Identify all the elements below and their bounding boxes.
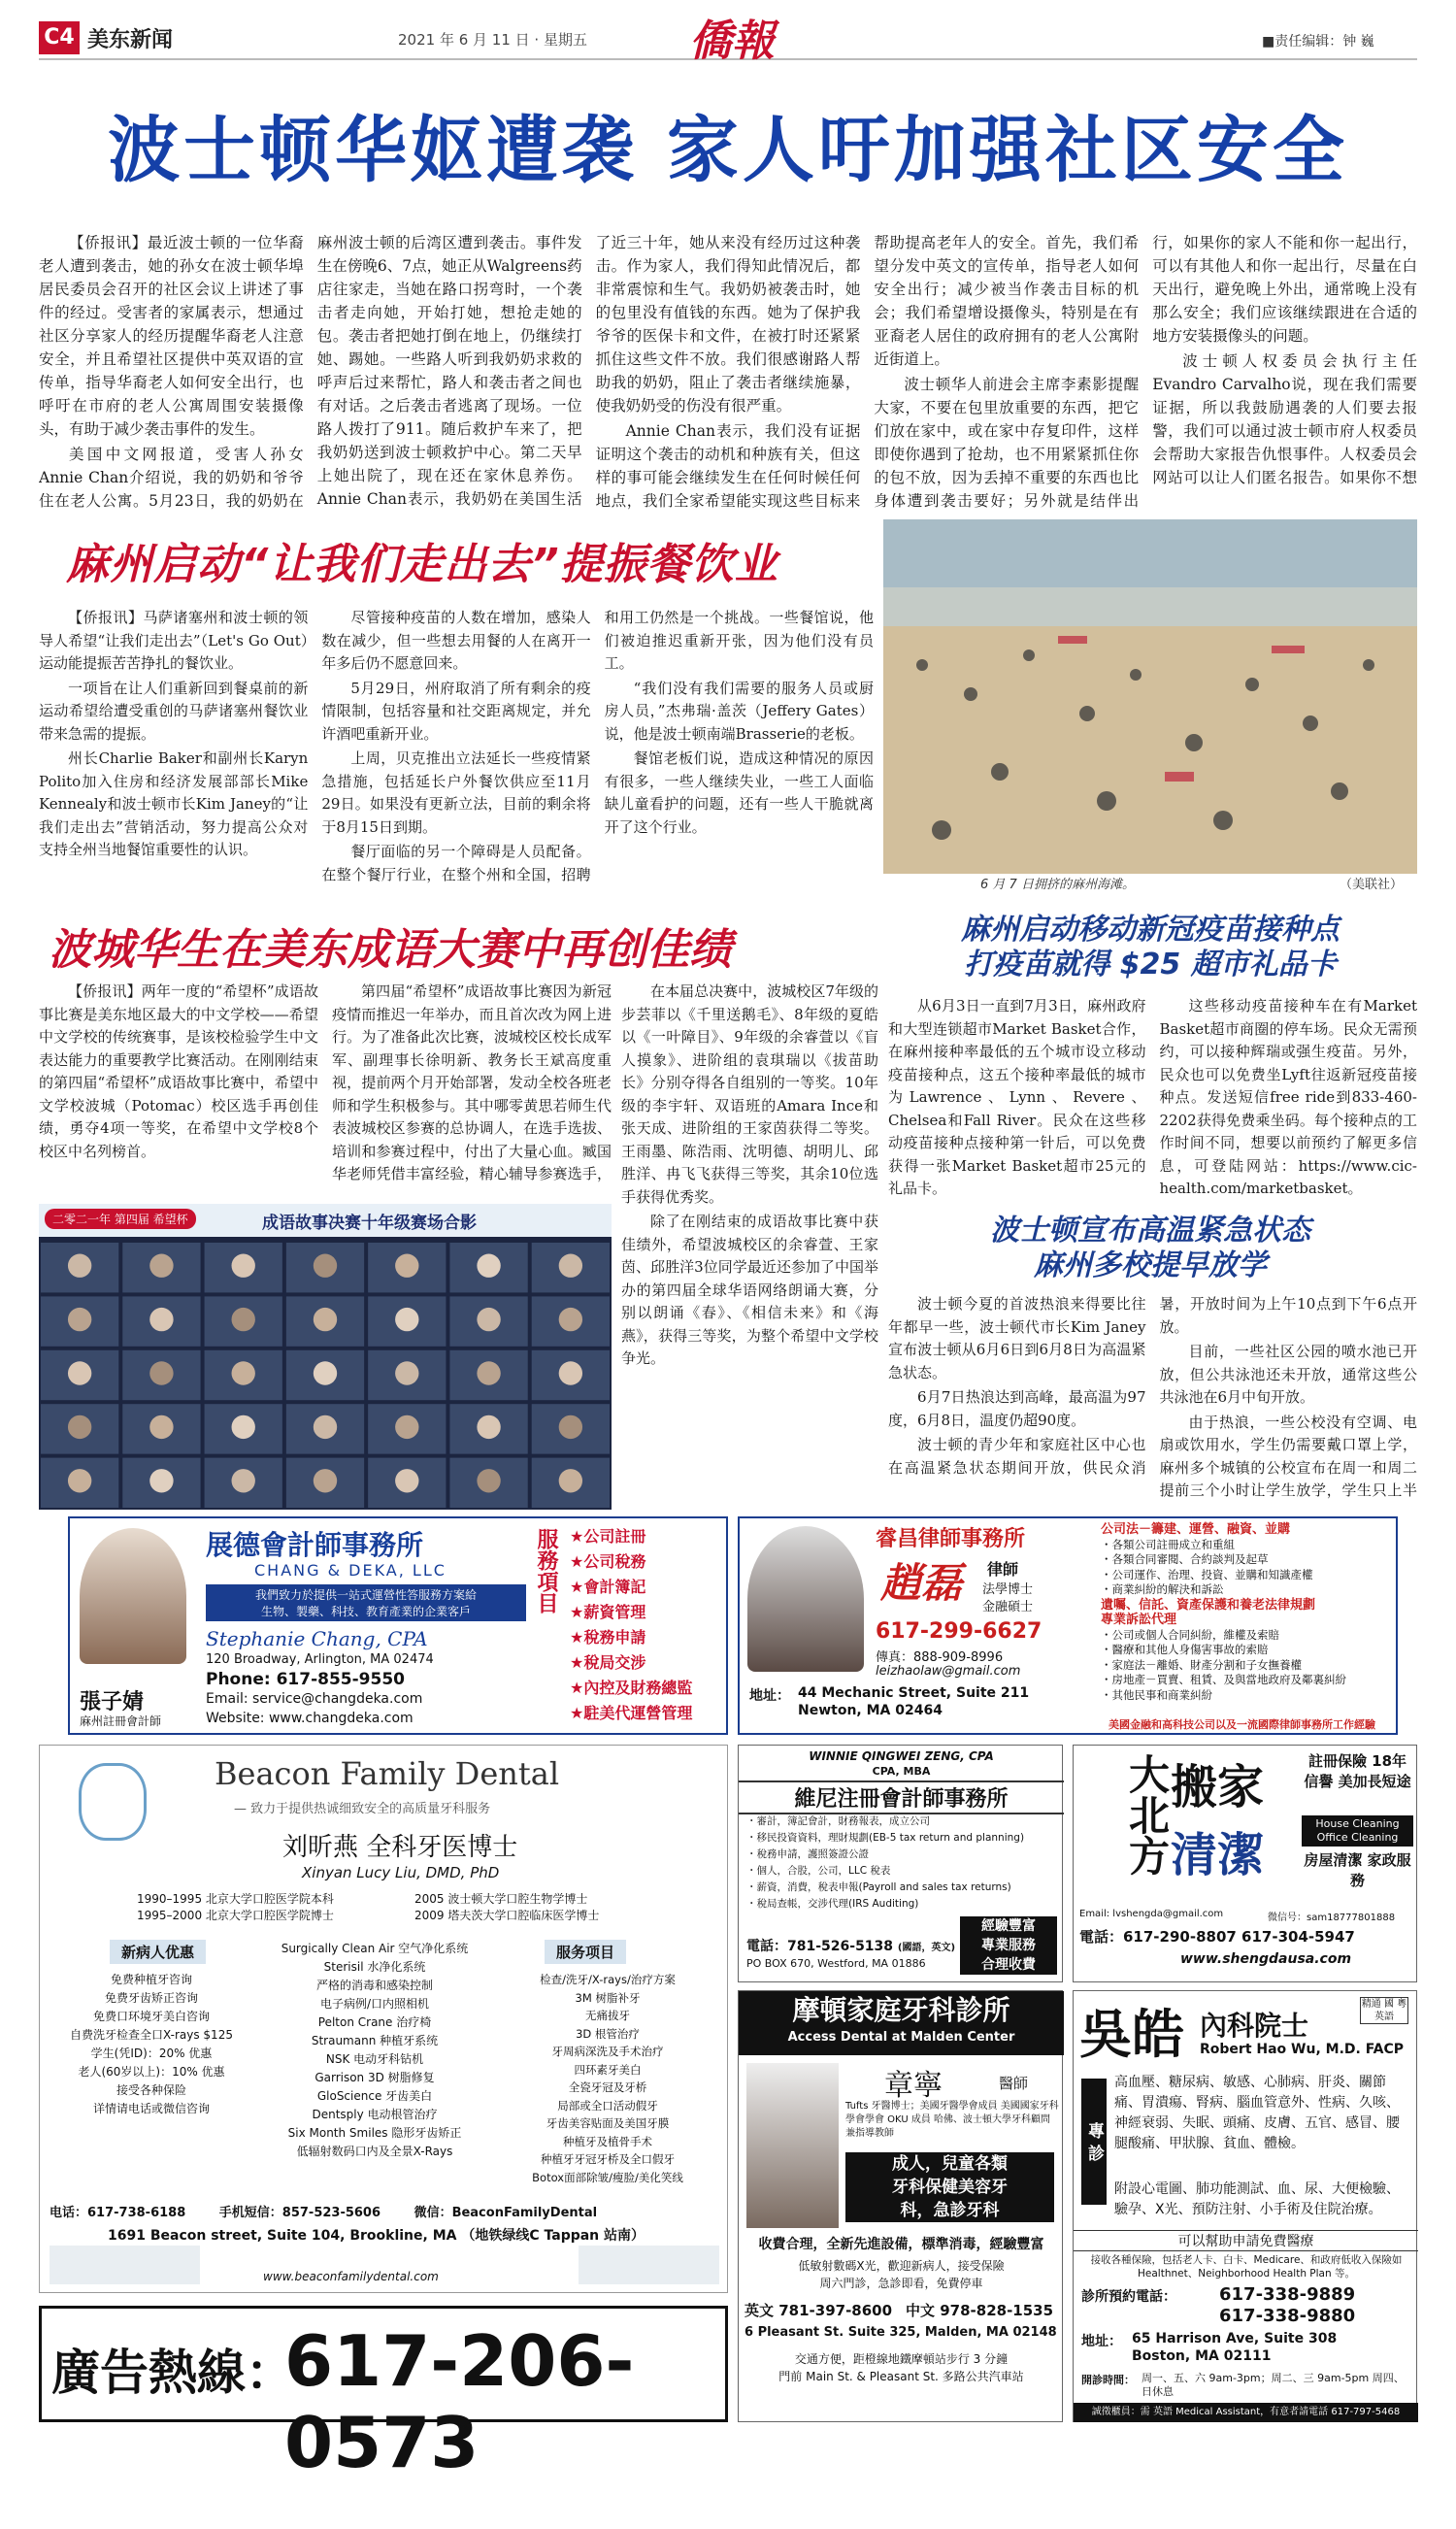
service-item: ★會計簿記: [570, 1578, 646, 1596]
dental-tel[interactable]: 电话：617-738-6188: [50, 2206, 186, 2220]
participant-face: [477, 1308, 500, 1331]
firm-name: 展德會計師事務所: [206, 1529, 424, 1561]
tech-list: [258, 1940, 491, 2161]
lawyer-degree-1: 法學博士: [982, 1582, 1034, 1597]
dental-service-item: 牙周病深洗及手术治疗: [551, 2045, 664, 2058]
malden-header: [739, 1991, 1064, 2055]
dental-service-item: Botox面部除皱/瘦脸/美化笑线: [532, 2170, 683, 2184]
malden-title: 摩頓家庭牙科診所: [792, 1994, 1010, 2026]
promo-item: 详情请电话或微信咨询: [92, 2102, 210, 2115]
law-address-2: Newton, MA 02464: [798, 1703, 943, 1718]
story-heat: [888, 1293, 1417, 1514]
service-item: ・醫療和其他人身傷害事故的索賠: [1101, 1643, 1269, 1656]
wu-hours-label: 開診時間：: [1081, 2374, 1135, 2386]
paragraph: 6月7日热浪达到高峰，最高温为97度，6月8日，温度仍超90度。: [888, 1388, 1146, 1429]
cleaning-service: 清潔: [1171, 1828, 1265, 1882]
participant-face: [314, 1415, 337, 1439]
law-firm-name: 睿昌律師事務所: [876, 1527, 1026, 1551]
malden-phone-cn[interactable]: 中文 978-828-1535: [906, 2302, 1054, 2319]
participant-face: [68, 1469, 91, 1492]
paragraph: 这些移动疫苗接种车在有Market Basket超市商圈的停车场。民众无需预约，可以接种辉瑞或强生疫苗。另外，民众也可以免费坐Lyft往返新冠疫苗接种点。发送短信free ride到833-460-2202获得免费乘坐码。每个接种点的工作时间不同，想要以前预约了解更多信息，可登陆网站：https://www.cic-health.com/marketbasket。: [1159, 997, 1417, 1197]
participant-face: [314, 1361, 337, 1384]
dental-mobile[interactable]: 手机短信：857-523-5606: [218, 2206, 381, 2220]
highlight-line: 科，急診牙科: [900, 2201, 1000, 2220]
badge: 專業服務: [981, 1938, 1036, 1953]
wu-title: 內科院士: [1200, 2010, 1309, 2042]
dental-contact-row: [50, 2202, 719, 2220]
wu-name: 吳皓: [1079, 2004, 1184, 2065]
story-heat-title: [888, 1214, 1412, 1283]
story-idiom-contest-part2: [621, 981, 878, 1514]
dental-service-item: 3M 树脂补牙: [575, 1990, 641, 2005]
tech-item: Straumann 种植牙系统: [311, 2034, 439, 2047]
malden-transit-1: 交通方便，距橙線地鐵摩頓站步行 3 分鐘: [794, 2352, 1009, 2366]
title-line: 波士顿宣布高温紧急状态: [990, 1214, 1310, 1248]
service-item: ・家庭法－離婚、財產分割和子女撫養權: [1101, 1657, 1302, 1672]
promo-item: 学生(凭ID)：20% 优惠: [90, 2046, 213, 2060]
service-item: ★內控及財務總監: [570, 1679, 693, 1697]
participant-face: [395, 1254, 418, 1278]
paragraph: 【侨报讯】最近波士顿的一位华裔老人遭到袭击，她的孙女在波士顿华埠居民委员会召开的社区会议上讲述了事件的经过。受害者的家属表示，想通过社区分享家人的经历提醒华裔老人注意安全，并且希望社区提供中英双语的宣传单，指导华裔老人如何安全出行，也呼吁在市府的老人公寓周围安装摄像头，有助于减少袭击事件的发生。: [39, 234, 304, 438]
signature: Stephanie Chang, CPA: [206, 1627, 428, 1650]
tech-item: GloScience 牙齿美白: [316, 2089, 433, 2103]
wu-hours: 周一、五、六 9am-3pm；周二、三 9am-5pm 周四、日休息: [1142, 2372, 1405, 2398]
service-item: ★薪資管理: [570, 1603, 646, 1621]
address-label: 地址：: [749, 1688, 790, 1704]
participant-face: [559, 1361, 582, 1384]
law-footer: 美國金融和高科技公司以及一流國際律師事務所工作經驗: [1109, 1718, 1375, 1731]
paragraph: 州长Charlie Baker和副州长Karyn Polito加入住房和经济发展部部长Mike Kennealy和波士顿市长Kim Janey的“让我们走出去”营销活动，努力提高公众对支持全州当地餐馆重要性的认识。: [39, 749, 309, 858]
wu-addr-2: Boston, MA 02111: [1132, 2348, 1272, 2364]
wu-name-en: Robert Hao Wu, M.D. FACP: [1200, 2042, 1405, 2057]
dentist-name-en: Xinyan Lucy Liu, DMD, PhD: [302, 1864, 500, 1881]
participant-face: [232, 1361, 255, 1384]
accountant-title: 麻州註冊會計師: [80, 1714, 162, 1728]
firm-address: 120 Broadway, Arlington, MA 02474: [206, 1652, 434, 1667]
paragraph: 除了在刚结束的成语故事比赛中获佳绩外，希望波城校区的余睿萱、王家茵、邱胜洋3位同学最近还参加了中国举办的第四届全球华语网络朗诵大赛，分别以朗诵《春》、《相信未来》和《海燕》，获得三等奖，为整个希望中文学校争光。: [621, 1213, 878, 1367]
participant-face: [149, 1308, 173, 1331]
malden-address: 6 Pleasant St. Suite 325, Malden, MA 02148: [745, 2325, 1057, 2340]
malden-bio: Tufts 牙醫博士；美國牙醫學會成員 美國國家牙科學會學會 OKU 成員 哈佛、波士頓大學牙科顧問兼指導教師: [845, 2101, 1059, 2139]
zoom-banner-title: 成语故事决赛十年级赛场合影: [262, 1214, 477, 1233]
participant-face: [559, 1308, 582, 1331]
firm-phone[interactable]: Phone: 617-855-9550: [206, 1670, 405, 1689]
dental-service-item: 种植牙牙冠牙桥及全口假牙: [541, 2152, 675, 2166]
wu-addr-label: 地址：: [1081, 2334, 1122, 2349]
paragraph: 第四届“希望杯”成语故事比赛因为新冠疫情而推迟一年举办，而且首次改为网上进行。为了准备此次比赛，波城校区校长成军军、副理事长徐明新、教务长王斌高度重视，提前两个月开始部署，发动全校各班老师和学生积极参与。其中哪零黄思若师生代表波城校区参赛的总协调人，在选手选拔、培训和参赛过程中，付出了大量心血。臧国华老师凭借丰富经验，精心辅导参赛选手，: [332, 982, 612, 1182]
service-heading: 公司法－籌建、運營、融資、並購: [1101, 1522, 1291, 1537]
edu-item: 1990–1995 北京大学口腔医学院本科: [137, 1892, 334, 1906]
tech-item: 低辐射数码口内及全景X-Rays: [296, 2145, 453, 2158]
service-item: ・商業糾紛的解決和訴訟: [1101, 1582, 1224, 1596]
wu-booking-label: 診所預約電話：: [1081, 2289, 1176, 2305]
cleaning-side-text: 房屋清潔 家政服務: [1304, 1851, 1411, 1889]
participant-face: [477, 1254, 500, 1278]
participant-face: [477, 1469, 500, 1492]
malden-transit-2: 門前 Main St. & Pleasant St. 多路公共汽車站: [778, 2370, 1024, 2383]
participant-face: [314, 1308, 337, 1331]
slogan-line: 我們致力於提供一站式運營性答服務方案給: [254, 1588, 477, 1602]
firm-website[interactable]: Website: www.changdeka.com: [206, 1711, 414, 1726]
lawyer-degree-2: 金融碩士: [982, 1600, 1034, 1614]
cpa-credentials: CPA, MBA: [872, 1765, 931, 1778]
participant-face: [559, 1415, 582, 1439]
dental-service-item: 全瓷牙冠及牙桥: [568, 2080, 647, 2094]
service-item: ・各類公司註冊成立和重組: [1101, 1537, 1235, 1551]
service-item: ★駐美代運營管理: [570, 1704, 693, 1722]
participant-face: [395, 1361, 418, 1384]
paragraph: 由于热浪，一些公校没有空调、电扇或饮用水，学生仍需要戴口罩上学，麻州多个城镇的公校宣布在周一和周二提前三个小时让学生放学，学生只上半: [1159, 1413, 1417, 1499]
cpa-firm-name: 維尼注冊會計師事務所: [739, 1780, 1064, 1814]
main-headline: 波士顿华妪遭袭 家人吁加强社区安全: [108, 109, 1348, 192]
tech-item: Sterisil 水净化系统: [323, 1960, 426, 1974]
malden-doctor: 章寧: [884, 2069, 943, 2103]
story-vaccine: [888, 995, 1417, 1214]
beach-scene-graphic: [883, 519, 1417, 874]
story-idiom-contest-part1: [39, 981, 612, 1199]
promo-item: 自费洗牙检查全口X-rays $125: [70, 2028, 233, 2042]
edu-item: 2009 塔夫茨大学口腔临床医学博士: [414, 1909, 600, 1922]
story-restaurant: [39, 607, 874, 898]
issue-date: 2021 年 6 月 11 日 · 星期五: [398, 31, 587, 49]
cpa-service-item: ・審計，簿記會計，財務報表，成立公司: [746, 1815, 930, 1827]
paragraph: 上周，贝克推出立法延长一些疫情紧急措施，包括延长户外餐饮供应至11月29日。如果没有更新立法，目前的剩余将于8月15日到期。: [321, 749, 591, 836]
promo-list: [50, 1971, 253, 2118]
promo-item: 免费口环境牙美白咨询: [92, 2010, 210, 2023]
moving-wechat: 微信号：sam18777801888: [1268, 1913, 1396, 1923]
dentist-education: [137, 1891, 680, 1924]
service-item: ・其他民事和商業糾紛: [1101, 1687, 1212, 1702]
photo-credit: （美联社）: [1340, 878, 1404, 892]
participant-face: [68, 1308, 91, 1331]
malden-highlight: [845, 2152, 1054, 2222]
ad-chang-deka: [68, 1516, 728, 1735]
paragraph: 美国中文网报道，受害人孙女Annie Chan介绍说，我的奶奶和爷爷住在老人公寓。5月23日，我的奶奶在麻州波士顿的后湾区遭到袭击。事件发生在傍晚6、7点，她正从Walgreens药店往家走，当她在路口拐弯时，一个袭击者走向她，开始打她，想抢走她的包。袭击者把她打倒在地上，仍继续打她、踢她。一些路人听到我奶奶求救的呼声后过来帮忙，路人和袭击者之间也有对话。之后袭击者逃离了现场。一位路人拨打了911。随后救护车来了，把我奶奶送到波士顿救护中心。第二天早上她出院了，现在还在家休息养伤。Annie Chan表示，我奶奶在美国生活了近三十年，她从来没有经历过这种袭击。作为家人，我们得知此情况后，都非常震惊和生气。我奶奶被袭击时，她的包里没有值钱的东西。她为了保护我爷爷的医保卡和文件，在被打时还紧紧抓住这些文件不放。我们很感谢路人帮助我的奶奶，阻止了袭击者继续施暴，使我奶奶受的伤没有很严重。: [39, 234, 861, 510]
moving-service: 搬家: [1171, 1760, 1265, 1814]
participant-face: [232, 1469, 255, 1492]
ad-zhao-law: [738, 1516, 1398, 1735]
wu-booking-1[interactable]: 617-338-9889: [1219, 2284, 1356, 2305]
page-tag: C4: [39, 21, 80, 54]
lawyer-phone[interactable]: 617-299-6627: [876, 1619, 1042, 1644]
wu-languages: 精通 國 粵 英語: [1361, 1999, 1407, 2022]
tech-item: Dentsply 电动根管治疗: [312, 2108, 438, 2121]
highlight-line: 成人，兒童各類: [892, 2154, 1008, 2174]
malden-insurance-1: 低敏射數碼X光，歡迎新病人，接受保險: [798, 2259, 1005, 2273]
slogan-line: 生物、製藥、科技、教育產業的企業客戶: [260, 1605, 471, 1618]
paragraph: 目前，一些社区公园的喷水池已开放，但公共泳池还未开放，通常这些公共泳池在6月中旬开放。: [1159, 1343, 1417, 1406]
tech-item: Surgically Clean Air 空气净化系统: [281, 1942, 469, 1955]
ad-moving-cleaning: [1073, 1745, 1417, 1982]
contest-badge: 二零二一年 第四届 希望杯: [45, 1209, 196, 1229]
service-item: ★公司註冊: [570, 1527, 646, 1546]
malden-subtitle: Access Dental at Malden Center: [787, 2030, 1015, 2045]
participant-face: [232, 1415, 255, 1439]
dentist-portrait: [746, 2063, 839, 2228]
malden-doctor-title: 醫師: [999, 2075, 1029, 2092]
service-item: ★稅務申請: [570, 1628, 646, 1647]
dental-service-item: 检查/洗牙/X-rays/治疗方案: [540, 1973, 676, 1986]
edu-item: 1995–2000 北京大学口腔医学院博士: [137, 1909, 334, 1922]
wu-insurance: 接收各種保險，包括老人卡、白卡、Medicare、和政府低收入保險如 Healthnet、Neighborhood Health Plan 等。: [1090, 2254, 1403, 2279]
dental-website[interactable]: www.beaconfamilydental.com: [263, 2270, 439, 2283]
participant-face: [149, 1254, 173, 1278]
story-vaccine-title: [888, 913, 1412, 982]
participant-face: [149, 1361, 173, 1384]
paragraph: 尽管接种疫苗的人数在增加，感染人数在减少，但一些想去用餐的人在离开一年多后仍不愿意回来。: [321, 609, 591, 672]
participant-face: [314, 1254, 337, 1278]
clinic-photo: [50, 2246, 200, 2284]
cpa-po-box: PO BOX 670, Westford, MA 01886: [746, 1957, 926, 1970]
dental-service-item: 无痛拔牙: [585, 2009, 630, 2022]
moving-brand: 大北方: [1123, 1753, 1171, 1876]
wu-tests: 附設心電圖、肺功能測試、血、尿、大便檢驗、驗孕、X光、預防注射、小手術及住院治療。: [1114, 2181, 1400, 2217]
ad-hotline: [39, 2306, 728, 2483]
service-item: ・公司或個人合同糾紛，維權及索賠: [1101, 1627, 1279, 1642]
lawyer-name: 趙磊: [880, 1559, 963, 1607]
paragraph: 【侨报讯】马萨诸塞州和波士顿的领导人希望“让我们走出去”（Let's Go Out）运动能提振苦苦挣扎的餐饮业。: [39, 609, 309, 672]
lawyer-email[interactable]: leizhaolaw@gmail.com: [876, 1664, 1021, 1679]
dental-wechat: 微信：BeaconFamilyDental: [414, 2206, 598, 2220]
promo-item: 老人(60岁以上)：10% 优惠: [78, 2065, 225, 2079]
participant-face: [395, 1415, 418, 1439]
page-header: [39, 16, 1417, 66]
cpa-badges: [960, 1916, 1057, 1975]
dental-service-item: 牙齿美容贴面及美国牙膜: [546, 2116, 670, 2130]
beach-photo: [883, 519, 1417, 874]
cpa-service-item: ・移民投資資料，理財規劃(EB-5 tax return and planning): [746, 1832, 1025, 1844]
cpa-phone-number[interactable]: 電話：781-526-5138: [746, 1939, 894, 1954]
participant-face: [395, 1308, 418, 1331]
promo-title: 新病人优惠: [110, 1940, 206, 1964]
dental-services: [496, 1971, 719, 2186]
participant-face: [314, 1469, 337, 1492]
service-item: ・房地產－買賣、租賃、及與當地政府及鄰裏糾紛: [1101, 1673, 1346, 1686]
promo-item: 免费种植牙咨询: [110, 1973, 192, 1986]
participant-face: [395, 1469, 418, 1492]
services-vertical-label: 服務項目: [534, 1528, 558, 1614]
ad-beacon-dental: [39, 1745, 728, 2293]
paragraph: 在本届总决赛中，波城校区7年级的步芸菲以《千里送鹅毛》、8年级的夏皓以《一叶障目》、9年级的余睿萱以《盲人摸象》、进阶组的袁琪瑞以《拔苗助长》分别夺得各自组别的一等奖。10年级的李宇轩、双语班的Amara Ince和张天成、进阶组的王家茵获得二等奖。王雨墨、陈浩雨、沈明德、胡明儿、邱胜洋、冉飞飞获得三等奖，其余10位选手获得优秀奖。: [621, 982, 878, 1206]
malden-phone-en[interactable]: 英文 781-397-8600: [745, 2302, 893, 2319]
editor-credit: ■责任编辑：钟 巍: [1262, 34, 1374, 50]
newspaper-logo: 僑報: [689, 17, 775, 66]
dentist-name-cn: 刘昕燕 全科牙医博士: [282, 1833, 518, 1862]
clinic-photo: [579, 2246, 719, 2284]
participant-face: [232, 1254, 255, 1278]
tech-item: Six Month Smiles 隐形牙齿矫正: [287, 2126, 462, 2140]
tech-item: Garrison 3D 树脂修复: [314, 2071, 435, 2084]
moving-side-text: 註冊保險 18年信譽 美加長短途: [1304, 1752, 1411, 1790]
title-line: 麻州启动移动新冠疫苗接种点: [961, 913, 1340, 947]
malden-slogan: 收費合理，全新先進設備，標準消毒，經驗豐富: [758, 2237, 1044, 2252]
participant-face: [559, 1254, 582, 1278]
cpa-phone-lang: (國語，英文): [897, 1943, 956, 1953]
edu-item: 2005 波士顿大学口腔生物学博士: [414, 1892, 588, 1906]
paragraph: “我们没有我们需要的服务人员或厨房人员，”杰弗瑞·盖茨（Jeffery Gates）说，他是波士顿南端Brasserie的老板。: [604, 679, 874, 743]
moving-phone[interactable]: 電話：617-290-8807 617-304-5947: [1079, 1928, 1355, 1946]
ad-malden-dental: [738, 1990, 1063, 2422]
dental-address: 1691 Beacon street, Suite 104, Brookline, MA （地铁绿线C Tappan 站南）: [108, 2228, 645, 2244]
hotline-label: 廣告熱線：: [51, 2345, 294, 2401]
section-name: 美东新闻: [87, 28, 174, 52]
zoom-banner: [39, 1204, 612, 1237]
lawyer-portrait: [747, 1526, 864, 1672]
participant-face: [149, 1415, 173, 1439]
paragraph: 一项旨在让人们重新回到餐桌前的新运动希望给遭受重创的马萨诸塞州餐饮业带来急需的提振。: [39, 679, 309, 743]
dental-service-item: 四环素牙美白: [574, 2062, 642, 2077]
paragraph: 餐馆老板们说，造成这种情况的原因有很多，一些人继续失业，一些工人面临缺儿童看护的问题，还有一些人干脆就离开了这个行业。: [604, 749, 874, 836]
service-item: ★稅局交涉: [570, 1653, 646, 1672]
title-line: 打疫苗就得 $25 超市礼品卡: [964, 948, 1337, 982]
moving-website[interactable]: www.shengdausa.com: [1180, 1951, 1352, 1967]
cpa-service-item: ・稅務申請，護照簽證公證: [746, 1848, 869, 1860]
wu-booking-2[interactable]: 617-338-9880: [1219, 2306, 1356, 2326]
paragraph: 波士顿今夏的首波热浪来得要比往年都早一些，波士顿代市长Kim Janey宣布波士顿从6月6日到6月8日为高温紧急状态。: [888, 1295, 1146, 1381]
hotline-phone[interactable]: 617-206-0573: [284, 2320, 635, 2483]
participant-face: [477, 1415, 500, 1439]
ad-wu-clinic: [1073, 1990, 1417, 2422]
service-heading: 遺囑、信託、資產保護和養老法律規劃: [1101, 1597, 1316, 1613]
firm-name-en: CHANG & DEKA, LLC: [254, 1561, 447, 1580]
cpa-name: WINNIE QINGWEI ZENG, CPA: [809, 1749, 994, 1763]
tech-item: 电子病例/口内照相机: [319, 1997, 430, 2011]
paragraph: 波士顿华人前进会主席李素影提醒大家，不要在包里放重要的东西，把它们放在家中，或在家中存复印件，这样即使你遇到了抢劫，也不用紧紧抓住你的包不放，因为丢掉不重要的东西也比身体遭到袭击要好；另外就是结伴出行，如果你的家人不能和你一起出行，可以有其他人和你一起出行，尽量在白天出行，避免晚上外出，通常晚上没有那么安全；我们应该继续跟进在合适的地方安装摄像头的问题。: [874, 234, 1417, 510]
paragraph: 从6月3日一直到7月3日，麻州政府和大型连锁超市Market Basket合作，在麻州接种率最低的五个城市设立移动疫苗接种点，这五个接种率最低的城市为Lawrence、Lynn、Revere、Chelsea和Fall River。民众在这些移动疫苗接种点接种第一针后，可以免费获得一张Market Basket超市25元的礼品卡。: [888, 997, 1146, 1197]
accountant-name: 張子婧: [80, 1689, 145, 1714]
service-heading: 專業訴訟代理: [1101, 1613, 1177, 1627]
story-senior-attack: [39, 231, 1417, 513]
malden-insurance-2: 周六門診，急診即看，免費停車: [819, 2277, 983, 2290]
tech-item: Pelton Crane 治疗椅: [317, 2015, 432, 2029]
paragraph: 波士顿的青少年和家庭社区中心也在高温紧急状态期间开放，供民众消暑，开放时间为上午10点到下午6点开放。: [888, 1295, 1417, 1477]
dental-tagline: — 致力于提供热诚细致安全的高质量牙科服务: [234, 1802, 491, 1816]
paragraph: Annie Chan表示，我们没有证据证明这个袭击的动机和种族有关，但这样的事可能会继续发生在任何时候任何地点，我们全家希望能实现这些目标来帮助提高老年人的安全。首先，我们希望分发中英文的宣传单，指导老人如何安全出行；减少被当作袭击目标的机会；我们希望增设摄像头，特别是在有亚裔老人居住的政府拥有的老人公寓附近街道上。: [595, 234, 1140, 510]
story-restaurant-title: 麻州启动“让我们走出去”提振餐饮业: [66, 540, 778, 589]
law-address-1: 44 Mechanic Street, Suite 211: [798, 1685, 1030, 1701]
paragraph: 5月29日，州府取消了所有剩余的疫情限制，包括容量和社交距离规定，并允许酒吧重新开业。: [321, 679, 591, 743]
highlight-line: 牙科保健美容牙: [892, 2178, 1008, 2197]
lawyer-role: 律師: [987, 1560, 1019, 1579]
cpa-service-item: ・薪資，消費，稅表申報(Payroll and sales tax returns): [746, 1881, 1011, 1893]
services-title: 服务项目: [545, 1940, 626, 1964]
wu-conditions: 高血壓、糖尿病、敏感、心肺病、肝炎、關節痛、胃潰瘍、腎病、腦血管意外、性病、久咳、神經衰弱、失眠、頭痛、皮膚、五官、感冒、腰腿酸痛、甲狀腺、貧血、體檢。: [1114, 2075, 1400, 2151]
ad-zeng-cpa: [738, 1745, 1063, 1982]
law-services: [1101, 1522, 1392, 1703]
participant-face: [68, 1254, 91, 1278]
paragraph: 波士顿人权委员会执行主任Evandro Carvalho说，现在我们需要证据，所以我鼓励遇袭的人们要去报警，我们可以通过波士顿市府人权委员会帮助大家报告仇恨事件。人权委员会网站可以让人们匿名报告。如果你不想: [1152, 352, 1417, 486]
promo-item: 接受各种保险: [116, 2083, 186, 2097]
tooth-logo-icon: [79, 1763, 147, 1841]
participant-face: [232, 1308, 255, 1331]
wu-specialty-label: 專 診: [1081, 2079, 1107, 2205]
cpa-service-item: ・稅局查帳，交涉代理(IRS Auditing): [746, 1898, 919, 1910]
lawyer-fax: 傳真：888-909-8996: [876, 1650, 1004, 1665]
wu-footer: 誠徵櫃員：需 英語 Medical Assistant，有意者請電話 617-797-5468: [1074, 2403, 1418, 2422]
zoom-tiles-graphic: [39, 1241, 612, 1510]
participant-face: [68, 1361, 91, 1384]
paragraph: 【侨报讯】两年一度的“希望杯”成语故事比赛是美东地区最大的中文学校——希望中文学校的传统赛事，是该校检验学生中文表达能力的重要教学比赛活动。在刚刚结束的第四届“希望杯”成语故事比赛中，希望中文学校波城（Potomac）校区选手再创佳绩，勇夺4项一等奖，在希望中文学校8个校区中名列榜首。: [39, 982, 318, 1160]
firm-slogan: [206, 1584, 526, 1621]
services-list: [570, 1524, 725, 1726]
dental-service-item: 3D 根管治疗: [576, 2026, 640, 2041]
cpa-phone[interactable]: [746, 1936, 955, 1955]
service-item: ・公司運作、治理、投資、並購和知識產權: [1101, 1567, 1313, 1581]
service-item: ★公司稅務: [570, 1552, 646, 1571]
cleaning-side-text-en: House Cleaning Office Cleaning: [1302, 1815, 1413, 1847]
badge: 合理收費: [981, 1957, 1036, 1973]
service-item: ・各類合同審閱、合約談判及起草: [1101, 1552, 1269, 1566]
accountant-portrait: [80, 1528, 186, 1664]
dental-title: Beacon Family Dental: [215, 1755, 560, 1792]
dental-service-item: 种植牙及植骨手术: [563, 2134, 652, 2148]
moving-email[interactable]: Email: lvshengda@gmail.com: [1079, 1909, 1224, 1919]
promo-item: 免费牙齿矫正咨询: [104, 1991, 198, 2005]
tech-item: NSK 电动牙科钻机: [325, 2052, 424, 2066]
badge: 經驗豐富: [981, 1918, 1036, 1934]
wu-free-care: 可以幫助申請免費醫療: [1074, 2230, 1418, 2251]
wu-addr-1: 65 Harrison Ave, Suite 308: [1132, 2331, 1338, 2346]
firm-email[interactable]: Email: service@changdeka.com: [206, 1691, 423, 1707]
paragraph: 餐厅面临的另一个障碍是人员配备。在整个餐厅行业，在整个州和全国，招聘和用工仍然是一个挑战。一些餐馆说，他们被迫推迟重新开张，因为他们没有员工。: [321, 609, 874, 883]
tech-item: 严格的消毒和感染控制: [315, 1979, 433, 1992]
participant-face: [149, 1469, 173, 1492]
participant-face: [477, 1361, 500, 1384]
photo-caption: 6 月 7 日拥挤的麻州海滩。: [980, 878, 1135, 892]
participant-face: [68, 1415, 91, 1439]
cpa-service-item: ・個人，合股，公司，LLC 稅表: [746, 1865, 891, 1877]
cpa-services: [746, 1814, 1057, 1913]
zoom-group-photo: [39, 1204, 612, 1510]
dental-service-item: 局部或全口活动假牙: [557, 2098, 658, 2113]
participant-face: [559, 1469, 582, 1492]
story-idiom-contest-title: 波城华生在美东成语大赛中再创佳绩: [49, 925, 732, 975]
title-line: 麻州多校提早放学: [1034, 1248, 1267, 1282]
